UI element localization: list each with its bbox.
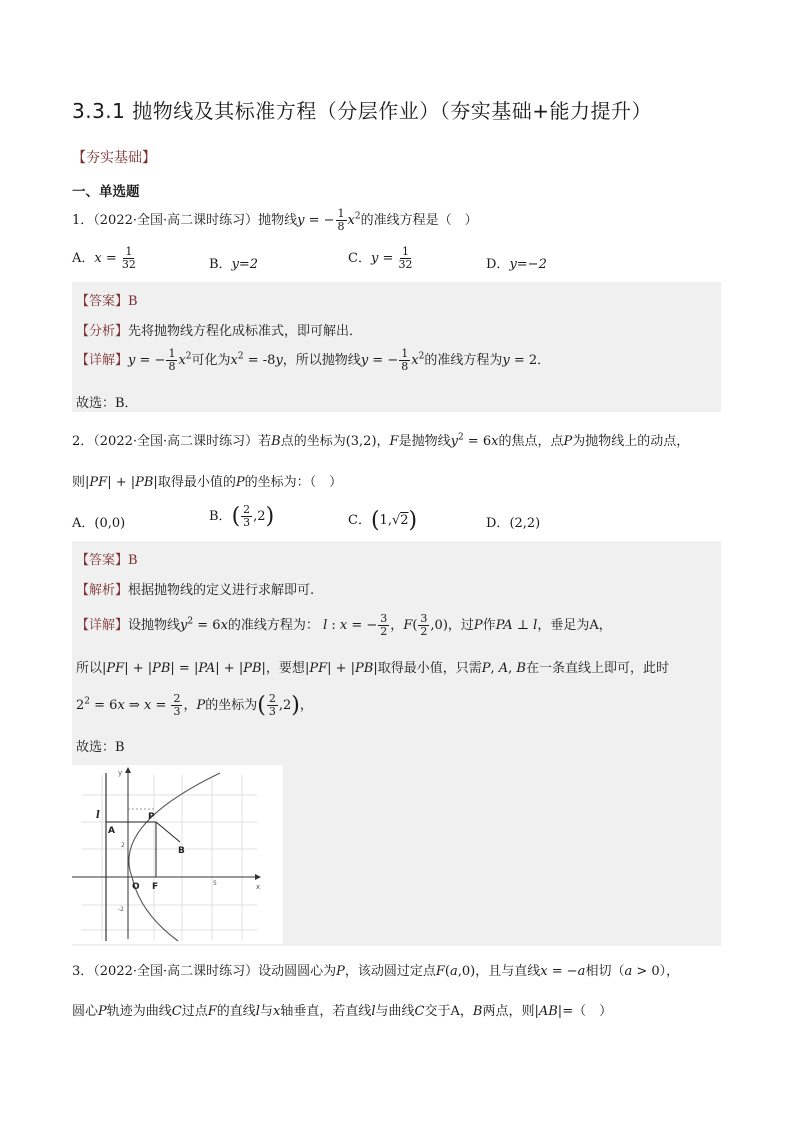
question-3-stem-line2: 圆心P轨迹为曲线C过点F的直线l与x轴垂直，若直线l与曲线C交于A，B两点，则|AB|=（ ）: [72, 1004, 613, 1019]
question-3-stem-line1: 3．（2022·全国·高二课时练习）设动圆圆心为P，该动圆过定点F(a,0)，且与直线x = −a相切（a > 0），: [72, 964, 680, 979]
q2-option-a[interactable]: A．(0,0): [72, 516, 126, 531]
label-p: P: [148, 812, 155, 822]
q1-option-d[interactable]: D．y=−2: [486, 257, 547, 272]
grid-lines: [82, 775, 257, 940]
x-axis-label: x: [256, 883, 261, 891]
y-axis-label: y: [118, 769, 123, 777]
parabola-figure: [72, 765, 283, 944]
label-a: A: [108, 826, 115, 836]
q2-analysis: 【解析】根据抛物线的定义进行求解即可.: [76, 583, 315, 598]
label-l: l: [96, 810, 100, 821]
page-title: 3.3.1 抛物线及其标准方程（分层作业）（夯实基础+能力提升）: [72, 99, 653, 123]
q1-answer: 【答案】B: [76, 294, 138, 309]
q1-choice: 故选：B．: [76, 396, 138, 411]
parabola-curve: [129, 773, 220, 941]
q1-analysis: 【分析】先将抛物线方程化成标准式，即可解出．: [76, 324, 363, 339]
question-1-stem: 1．（2022·全国·高二课时练习）抛物线y = − $\frac{1}{8}$ $x^2$的准线方程是（ ）: [72, 207, 478, 233]
label-b: B: [178, 846, 185, 856]
q2-detail-line1: 【详解】设抛物线$y^2 = 6x$的准线方程为： l : x = − $\frac{3}{2}$ ，F( $\frac{3}{2}$ ,0)，过P作PA ⊥ l，垂足为A，: [76, 612, 612, 638]
label-f: F: [152, 882, 159, 892]
q1-answer-box: [72, 282, 721, 412]
q2-option-d[interactable]: D．(2,2): [486, 516, 541, 531]
x-axis-arrow: [255, 874, 261, 880]
q2-answer: 【答案】B: [76, 553, 138, 568]
q1-option-b[interactable]: B．y=2: [209, 257, 259, 272]
q1-option-c[interactable]: C．y = $\frac{1}{32}$: [348, 245, 413, 271]
label-tick-2: 2: [121, 842, 125, 849]
parabola-graph: [72, 765, 283, 944]
question-2-stem-line2: 则|PF| + |PB|取得最小值的P的坐标为：（ ）: [72, 475, 343, 490]
q2-detail-line2: 所以|PF| + |PB| = |PA| + |PB|，要想|PF| + |PB|取得最小值，只需P, A, B在一条直线上即可，此时: [76, 661, 669, 676]
q2-option-b[interactable]: B．( $\frac{2}{3}$ ,2): [209, 503, 275, 529]
q2-choice: 故选：B: [76, 740, 125, 755]
section-heading: 一、单选题: [72, 184, 140, 200]
label-tick-5: 5: [213, 880, 217, 887]
segment-pb: [156, 822, 180, 842]
label-tick-minus-2: -2: [118, 906, 124, 913]
q1-option-a[interactable]: A．x = $\frac{1}{32}$: [72, 245, 136, 271]
y-axis-arrow: [125, 767, 131, 773]
q1-detail: 【详解】y = − $\frac{1}{8}$ $x^2$可化为$x^2 = -8y$，所以抛物线y = − $\frac{1}{8}$ $x^2$的准线方程为y = 2．: [76, 347, 551, 373]
question-2-stem-line1: 2．（2022·全国·高二课时练习）若B点的坐标为(3,2)，F是抛物线$y^2 = 6x$的焦点，点P为抛物线上的动点，: [72, 432, 690, 449]
q2-answer-box: [72, 541, 721, 946]
section-tag: 【夯实基础】: [72, 150, 156, 166]
label-o: O: [132, 882, 140, 892]
q2-option-c[interactable]: C．(1,√2): [348, 508, 418, 533]
q2-detail-line3: $2^2 = 6x$ ⇒ x = $\frac{2}{3}$ ，P的坐标为( $\frac{2}{3}$ ,2)，: [76, 692, 313, 718]
